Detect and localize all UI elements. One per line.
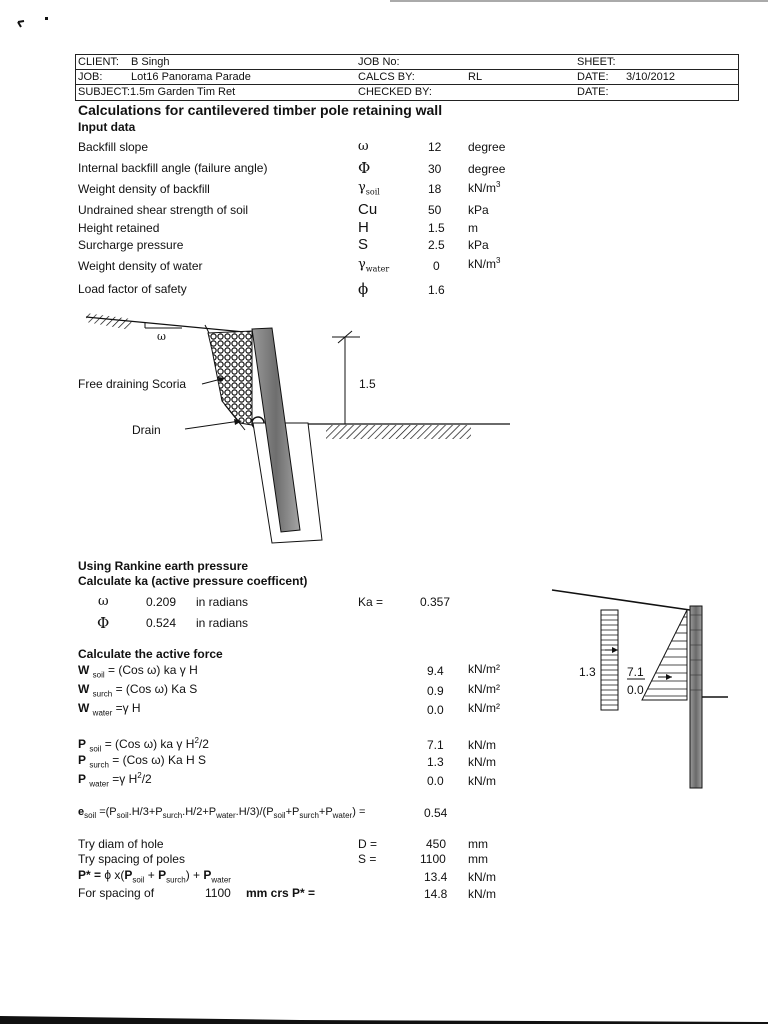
w-surch-unit: kN/m² <box>468 682 500 696</box>
p-water-formula: P $_{water}$ =γ $H^2/2$ <box>78 771 152 789</box>
input-unit: $kN/m^3$ <box>468 180 501 195</box>
input-value: 12 <box>428 140 442 154</box>
rankine-heading: Using Rankine earth pressure <box>78 559 249 573</box>
for-spacing-value: 1100 <box>205 886 231 900</box>
final-unit: kN/m <box>468 887 496 901</box>
slope-line <box>552 590 690 610</box>
ka-heading: Calculate ka (active pressure coefficent) <box>78 574 308 588</box>
input-unit: m <box>468 221 478 235</box>
input-label: Backfill slope <box>78 140 149 154</box>
soil-pressure-triangle <box>642 610 687 700</box>
subject-value: 1.5m Garden Tim Ret <box>130 86 236 98</box>
input-heading: Input data <box>78 120 136 134</box>
input-label: Undrained shear strength of soil <box>78 203 249 217</box>
drain-leader <box>185 421 240 429</box>
input-label: Height retained <box>78 221 160 235</box>
for-spacing-label: For spacing of <box>78 886 155 900</box>
job-label: JOB: <box>78 71 103 83</box>
p-surch-value: 1.3 <box>427 755 444 769</box>
input-symbol: H <box>358 219 369 236</box>
input-unit: degree <box>468 140 506 154</box>
w-surch-formula: W $_{surch}$ = (Cos ω) Ka S <box>78 682 198 699</box>
input-unit: kPa <box>468 238 489 252</box>
date2-label: DATE: <box>577 86 609 98</box>
input-unit: $kN/m^3$ <box>468 256 501 271</box>
ka-value: 0.357 <box>420 595 451 609</box>
phi-radians-unit: in radians <box>196 616 249 630</box>
input-value: 1.5 <box>428 221 445 235</box>
water-pressure-label: 0.0 <box>627 683 644 697</box>
spacing-symbol: S = <box>358 852 377 866</box>
sheet-label: SHEET: <box>577 56 616 68</box>
w-soil-formula: W $_{soil}$ = (Cos ω) ka γ H <box>78 663 198 680</box>
p-water-unit: kN/m <box>468 774 496 788</box>
w-water-unit: kN/m² <box>468 701 500 715</box>
date-label: DATE: <box>577 71 609 83</box>
phi-radians: 0.524 <box>146 616 177 630</box>
w-soil-value: 9.4 <box>427 664 444 678</box>
p-soil-unit: kN/m <box>468 738 496 752</box>
scan-mark <box>0 0 768 30</box>
w-water-formula: W $_{water}$ =γ H <box>78 701 141 718</box>
diam-label: Try diam of hole <box>78 837 164 851</box>
input-label: Surcharge pressure <box>78 238 184 252</box>
input-value: 0 <box>433 259 440 273</box>
subject-label: SUBJECT: <box>78 86 130 98</box>
input-value: 50 <box>428 203 442 217</box>
input-symbol: $\gamma_{water}$ <box>358 257 390 274</box>
job-no-label: JOB No: <box>358 56 400 68</box>
input-symbol: $\gamma_{soil}$ <box>358 180 380 197</box>
w-water-value: 0.0 <box>427 703 444 717</box>
job-value: Lot16 Panorama Parade <box>131 71 251 83</box>
date-value: 3/10/2012 <box>626 71 675 83</box>
upper-ground-hatch <box>86 313 132 330</box>
omega-label: ω <box>157 330 166 343</box>
soil-pressure-label: 7.1 <box>627 665 644 679</box>
spacing-unit: mm <box>468 852 488 866</box>
e-soil-value: 0.54 <box>424 806 448 820</box>
input-unit: degree <box>468 162 506 176</box>
w-surch-value: 0.9 <box>427 684 444 698</box>
for-spacing-suffix: mm crs P* = <box>246 886 316 900</box>
input-symbol: Cu <box>358 201 378 218</box>
input-symbol: Φ <box>358 159 371 177</box>
active-force-heading: Calculate the active force <box>78 647 223 661</box>
spacing-label: Try spacing of poles <box>78 852 185 866</box>
input-label: Weight density of backfill <box>78 182 210 196</box>
diam-value: 450 <box>426 837 447 851</box>
diam-symbol: D = <box>358 837 378 851</box>
input-symbol: S <box>358 236 369 253</box>
pstar-formula: P* = ϕ $x(P_{soil} + P_{surch}) + P_{water}$ <box>78 868 231 885</box>
phi-symbol: Φ <box>97 614 110 632</box>
final-value: 14.8 <box>424 887 448 901</box>
input-value: 2.5 <box>428 238 445 252</box>
pstar-value: 13.4 <box>424 870 448 884</box>
pstar-unit: kN/m <box>468 870 496 884</box>
input-symbol: ϕ <box>358 280 369 298</box>
input-label: Internal backfill angle (failure angle) <box>78 161 268 175</box>
e-soil-formula: $e_{soil} =(P_{soil}.H/3+P_{surch}.H/2+P_{water}.H/3)/(P_{soil}+P_{surch}+P_{water})$ = <box>78 806 366 821</box>
input-value: 1.6 <box>428 283 445 297</box>
lower-ground-hatch <box>326 425 471 439</box>
calcs-by-label: CALCS BY: <box>358 71 415 83</box>
p-soil-formula: P $_{soil}$ = (Cos ω) ka γ $H^2/2$ <box>78 736 209 754</box>
input-label: Weight density of water <box>78 259 203 273</box>
omega-symbol: ω <box>98 594 109 609</box>
scoria-label: Free draining Scoria <box>78 377 187 391</box>
p-water-value: 0.0 <box>427 774 444 788</box>
input-label: Load factor of safety <box>78 282 187 296</box>
input-value: 18 <box>428 182 442 196</box>
p-surch-unit: kN/m <box>468 755 496 769</box>
diam-unit: mm <box>468 837 488 851</box>
w-soil-unit: kN/m² <box>468 662 500 676</box>
client-label: CLIENT: <box>78 56 119 68</box>
scoria-fill <box>208 331 252 425</box>
calcs-by-value: RL <box>468 71 483 83</box>
pressure-diagram <box>550 585 760 795</box>
input-symbol: ω <box>358 139 369 154</box>
p-soil-value: 7.1 <box>427 738 444 752</box>
drain-label: Drain <box>132 423 161 437</box>
input-value: 30 <box>428 162 442 176</box>
client-value: B Singh <box>131 56 170 68</box>
height-label: 1.5 <box>359 377 376 391</box>
checked-by-label: CHECKED BY: <box>358 86 432 98</box>
pole-section <box>690 606 702 788</box>
surcharge-pressure-label: 1.3 <box>579 665 596 679</box>
ka-label: Ka = <box>358 595 384 609</box>
input-unit: kPa <box>468 203 489 217</box>
p-surch-formula: P $_{surch}$ = (Cos ω) Ka H S <box>78 753 206 770</box>
scan-edge <box>0 1010 768 1024</box>
omega-radians-unit: in radians <box>196 595 249 609</box>
omega-radians: 0.209 <box>146 595 177 609</box>
spacing-value: 1100 <box>420 852 446 866</box>
page-title: Calculations for cantilevered timber pole retaining wall <box>78 102 443 118</box>
